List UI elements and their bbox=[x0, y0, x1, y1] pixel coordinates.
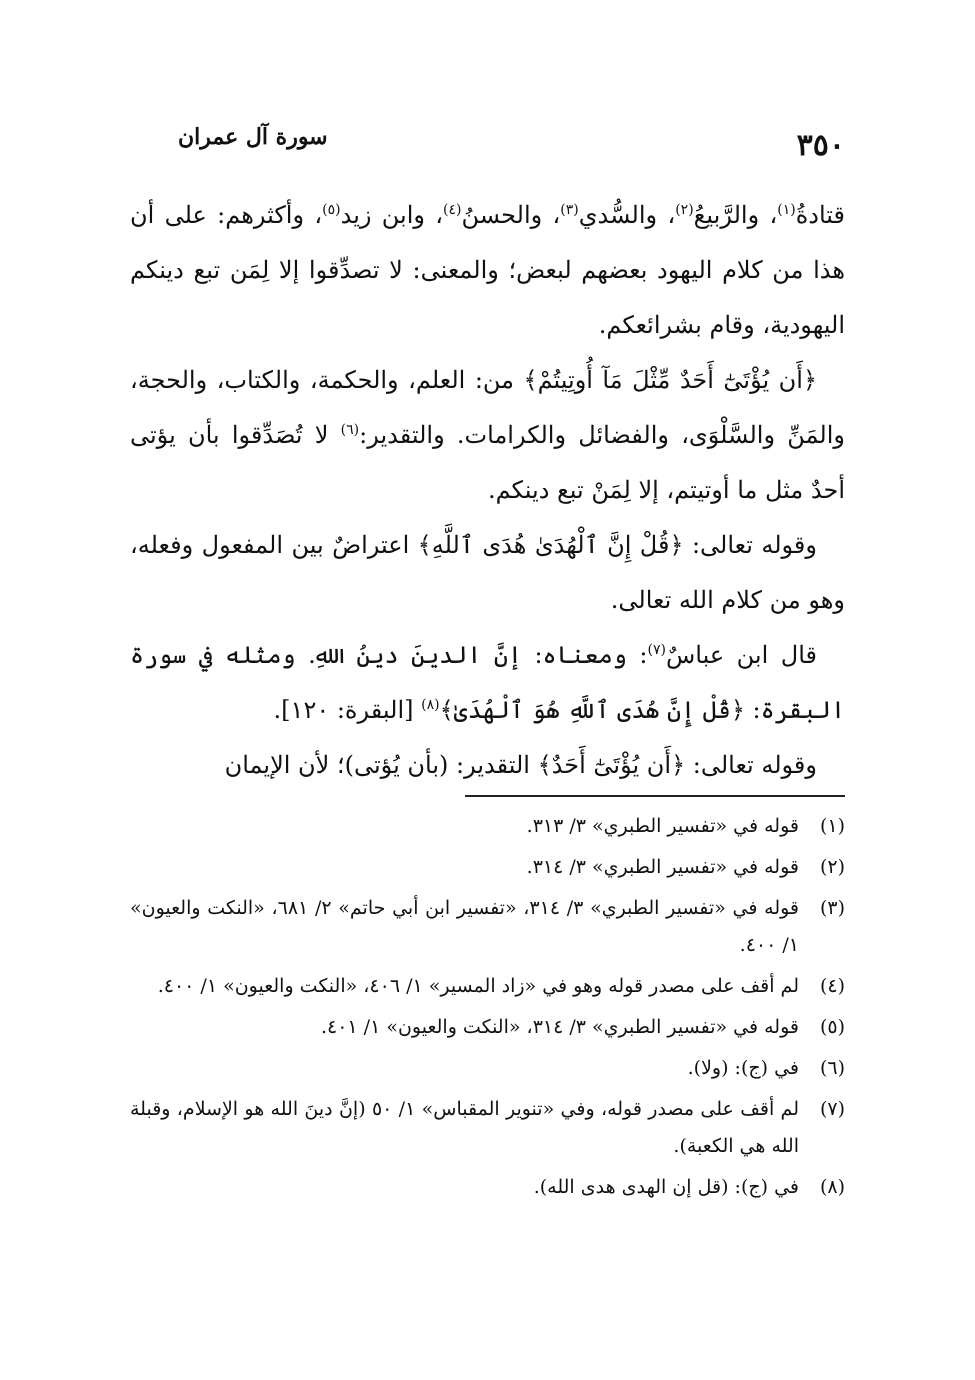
page-header bbox=[130, 118, 845, 168]
footnote-text: قوله في «تفسير الطبري» ٣/ ٣١٤، «تفسير ابن أبي حاتم» ٢/ ٦٨١، «النكت والعيون» ١/ ٤٠٠. bbox=[130, 897, 800, 956]
page-number: ٣٥٠ bbox=[796, 128, 845, 163]
footnote-number: (٣) bbox=[819, 897, 845, 919]
footnote-marker: (٣) bbox=[560, 202, 579, 218]
text-run: ، والرَّبيعُ bbox=[693, 201, 778, 229]
footnote-number: (٥) bbox=[819, 1016, 845, 1038]
footnote-number: (٦) bbox=[819, 1057, 845, 1079]
footnote bbox=[130, 890, 845, 964]
main-text bbox=[130, 188, 845, 793]
footnotes bbox=[130, 808, 845, 1210]
footnote bbox=[130, 808, 845, 845]
paragraph-3 bbox=[130, 518, 845, 628]
text-run: ﴿أَن يُؤْتَىٰٓ أَحَدٌ مِّثْلَ مَآ أُوتِيتُمْ﴾ من: العلم، والحكمة، والكتاب، والحجة، والمَنِّ والسَّلْوَى، والفضائل والكرامات. والتقدير: bbox=[130, 366, 845, 449]
footnote bbox=[130, 1009, 845, 1046]
text-run: : ومعناه: إنَّ الدينَ دينُ اللهِ. ومثله في سورة البقرة: ﴿قُلْ إِنَّ هُدَى ٱللَّهِ هُوَ ٱلْهُدَىٰ﴾ bbox=[130, 641, 845, 724]
footnote-divider bbox=[465, 795, 845, 797]
surah-title: سورة آل عمران bbox=[178, 124, 328, 150]
text-run: ، والسُّدي bbox=[578, 201, 676, 229]
text-run: ، وأكثرهم: على أن هذا من كلام اليهود بعضهم لبعض؛ والمعنى: لا تصدِّقوا إلا لِمَن تبع دينكم اليهودية، وقام بشرائعكم. bbox=[130, 201, 845, 339]
footnote-number: (٤) bbox=[819, 975, 845, 997]
text-run: ، والحسنُ bbox=[461, 201, 561, 229]
footnote-marker: (١) bbox=[777, 202, 796, 218]
footnote-number: (٨) bbox=[819, 1176, 845, 1198]
text-run: وقوله تعالى: ﴿قُلْ إِنَّ ٱلْهُدَىٰ هُدَى ٱللَّهِ﴾ اعتراضٌ بين المفعول وفعله، وهو من كلام الله تعالى. bbox=[130, 531, 845, 614]
footnote-number: (٢) bbox=[819, 856, 845, 878]
paragraph-4 bbox=[130, 628, 845, 738]
footnote-text: قوله في «تفسير الطبري» ٣/ ٣١٣. bbox=[526, 815, 799, 837]
footnote-text: لم أقف على مصدر قوله، وفي «تنوير المقباس» ١/ ٥٠ (إنَّ دينَ الله هو الإسلام، وقبلة الله هي الكعبة). bbox=[130, 1098, 799, 1157]
text-run: ، وابن زيد bbox=[340, 201, 444, 229]
footnote bbox=[130, 849, 845, 886]
footnote-marker: (٢) bbox=[675, 202, 694, 218]
footnote-number: (١) bbox=[819, 815, 845, 837]
footnote bbox=[130, 1169, 845, 1206]
footnote-text: لم أقف على مصدر قوله وهو في «زاد المسير» ١/ ٤٠٦، «النكت والعيون» ١/ ٤٠٠. bbox=[157, 975, 799, 997]
text-run: لا تُصَدِّقوا بأن يؤتى أحدٌ مثل ما أوتيتم، إلا لِمَنْ تبع دينكم. bbox=[130, 421, 845, 504]
paragraph-5 bbox=[130, 738, 845, 793]
footnote-text: في (ج): (قل إن الهدى هدى الله). bbox=[533, 1176, 799, 1198]
footnote-marker: (٧) bbox=[647, 642, 666, 658]
footnote-marker: (٦) bbox=[340, 422, 360, 438]
paragraph-1 bbox=[130, 188, 845, 353]
text-run: قال ابن عباسٌ bbox=[665, 641, 817, 669]
footnote-number: (٧) bbox=[819, 1098, 845, 1120]
footnote bbox=[130, 1050, 845, 1087]
footnote bbox=[130, 968, 845, 1005]
footnote-marker: (٨) bbox=[421, 697, 440, 713]
text-run: قتادةُ bbox=[795, 201, 845, 229]
footnote-text: قوله في «تفسير الطبري» ٣/ ٣١٤، «النكت والعيون» ١/ ٤٠١. bbox=[320, 1016, 799, 1038]
text-run: وقوله تعالى: ﴿أَن يُؤْتَىٰٓ أَحَدٌ﴾ التقدير: (بأن يُؤتى)؛ لأن الإيمان bbox=[224, 751, 817, 779]
footnote-text: في (ج): (ولا). bbox=[687, 1057, 799, 1079]
paragraph-2 bbox=[130, 353, 845, 518]
footnote-marker: (٤) bbox=[443, 202, 462, 218]
footnote-marker: (٥) bbox=[322, 202, 341, 218]
text-run: [البقرة: ١٢٠]. bbox=[273, 696, 422, 724]
footnote bbox=[130, 1091, 845, 1165]
footnote-text: قوله في «تفسير الطبري» ٣/ ٣١٤. bbox=[526, 856, 799, 878]
